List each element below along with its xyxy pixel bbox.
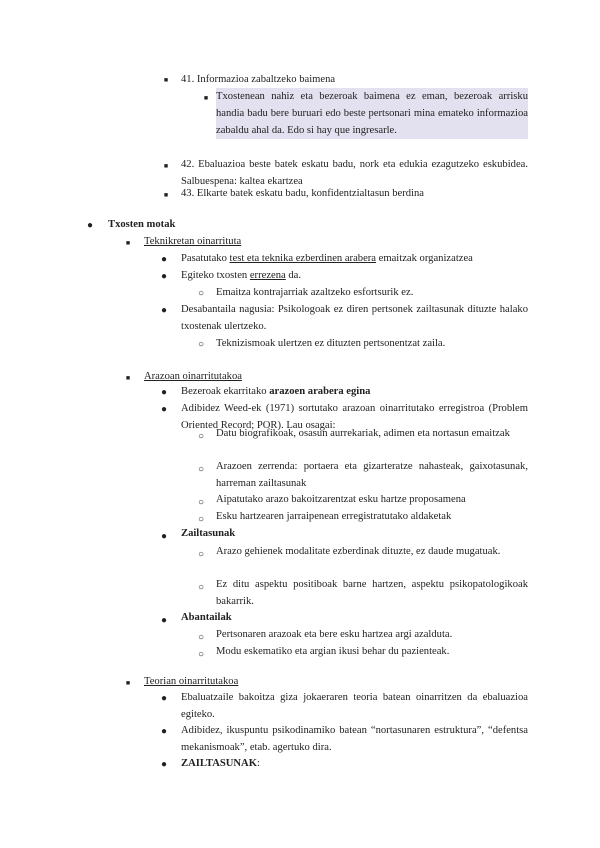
disc-bullet: ● <box>160 693 168 704</box>
tech-point-2-sub: Emaitza kontrajarriak azaltzeko esfortsurik ez. <box>216 287 414 298</box>
circle-bullet: ○ <box>197 514 205 525</box>
square-bullet: ■ <box>163 162 169 170</box>
disc-bullet: ● <box>160 615 168 626</box>
circle-bullet: ○ <box>197 339 205 350</box>
disc-bullet: ● <box>160 254 168 265</box>
circle-bullet: ○ <box>197 549 205 560</box>
difficulty-item: Arazo gehienek modalitate ezberdinak dituzte, ez daude mugatuak. <box>216 546 501 557</box>
tech-point-2: Egiteko txosten errezena da. <box>181 270 302 281</box>
theory-point-3: ZAILTASUNAK: <box>181 758 260 769</box>
section-title-report-types: Txosten motak <box>108 219 176 230</box>
disc-bullet: ● <box>160 387 168 398</box>
disc-bullet: ● <box>160 271 168 282</box>
tech-point-3-sub: Teknizismoak ulertzen ez dituzten pertsonentzat zaila. <box>216 338 446 349</box>
advantage-item: Pertsonaren arazoak eta bere esku hartzea argi azalduta. <box>216 629 453 640</box>
subsection-problem-based: Arazoan oinarritutakoa <box>144 371 242 382</box>
square-bullet: ■ <box>125 239 131 247</box>
square-bullet: ■ <box>163 76 169 84</box>
subsection-theory-based: Teorian oinarritutakoa <box>144 676 239 687</box>
square-bullet: ■ <box>125 374 131 382</box>
item-42: 42. Ebaluazioa beste batek eskatu badu, nork eta edukia ezagutzeko eskubidea. Salbuespena: kaltea ekartzea <box>181 159 528 187</box>
circle-bullet: ○ <box>197 497 205 508</box>
square-bullet: ■ <box>125 679 131 687</box>
disc-bullet: ● <box>86 220 94 231</box>
circle-bullet: ○ <box>197 632 205 643</box>
square-bullet: ■ <box>163 191 169 199</box>
circle-bullet: ○ <box>197 288 205 299</box>
problem-point-1: Bezeroak ekarritako arazoen arabera egina <box>181 386 371 397</box>
por-component: Esku hartzearen jarraipenean erregistratutako aldaketak <box>216 511 452 522</box>
disc-bullet: ● <box>160 305 168 316</box>
advantages-heading: Abantailak <box>181 612 232 623</box>
por-component: Arazoen zerrenda: portaera eta gizarteratze nahasteak, gaixotasunak, harreman zailtasunak <box>216 461 528 489</box>
tech-point-3: Desabantaila nagusia: Psikologoak ez diren pertsonek zailtasunak dituzte halako txostenak ulertzeko. <box>181 304 528 332</box>
square-bullet: ■ <box>203 94 209 102</box>
por-component: Datu biografikoak, osasun aurrekariak, adimen eta nortasun emaitzak <box>216 428 510 439</box>
subsection-technique-based: Teknikretan oinarrituta <box>144 236 242 247</box>
difficulty-item: Ez ditu aspektu positiboak barne hartzen, aspektu psikopatologikoak bakarrik. <box>216 579 528 607</box>
item-41: 41. Informazioa zabaltzeko baimena <box>181 74 336 85</box>
disc-bullet: ● <box>160 726 168 737</box>
disc-bullet: ● <box>160 531 168 542</box>
circle-bullet: ○ <box>197 582 205 593</box>
tech-point-1: Pasatutako test eta teknika ezberdinen arabera emaitzak organizatzea <box>181 253 473 264</box>
disc-bullet: ● <box>160 404 168 415</box>
disc-bullet: ● <box>160 759 168 770</box>
circle-bullet: ○ <box>197 464 205 475</box>
difficulties-heading: Zailtasunak <box>181 528 236 539</box>
problem-point-2: Adibidez Weed-ek (1971) sortutako arazoan oinarritutako erregistroa (Problem Oriented Record; POR). Lau osagai: <box>181 403 528 431</box>
circle-bullet: ○ <box>197 649 205 660</box>
advantage-item: Modu eskematiko eta argian ikusi behar du pazienteak. <box>216 646 450 657</box>
circle-bullet: ○ <box>197 431 205 442</box>
theory-point-1: Ebaluatzaile bakoitza giza jokaeraren teoria batean oinarritzen da ebaluazioa egiteko. <box>181 692 528 720</box>
item-43: 43. Elkarte batek eskatu badu, konfidentzialtasun berdina <box>181 188 424 199</box>
theory-point-2: Adibidez, ikuspuntu psikodinamiko batean “nortasunaren estruktura”, “defentsa mekanismoak”, etab. agertuko dira. <box>181 725 528 753</box>
por-component: Aipatutako arazo bakoitzarentzat esku hartze proposamena <box>216 494 466 505</box>
item-41-highlighted-note: Txostenean nahiz eta bezeroak baimena ez eman, bezeroak arrisku handia badu bere buruari edo beste pertsonari mina emateko informazioa zabaldu ahal da. Edo si hay que ingresarle. <box>216 88 528 139</box>
